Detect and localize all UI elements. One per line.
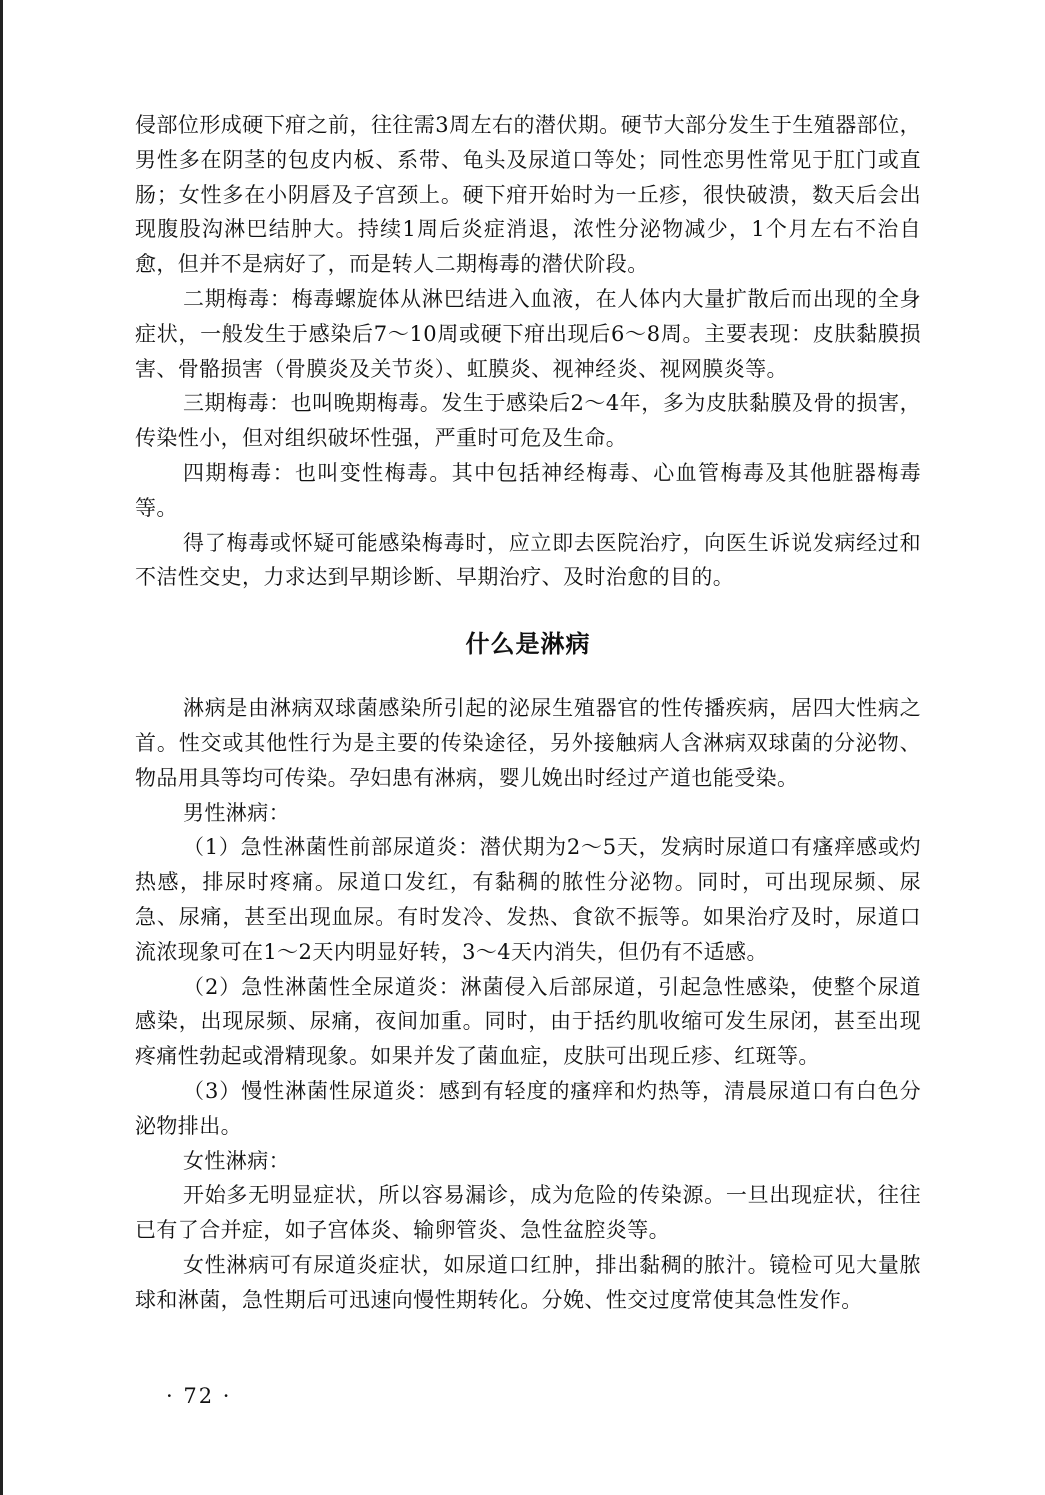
paragraph-treatment-advice: 得了梅毒或怀疑可能感染梅毒时，应立即去医院治疗，向医生诉说发病经过和不洁性交史，力求达到早期诊断、早期治疗、及时治愈的目的。	[135, 530, 921, 590]
paragraph-female-urethritis: 女性淋病可有尿道炎症状，如尿道口红肿，排出黏稠的脓汁。镜检可见大量脓球和淋菌，急性期后可迅速向慢性期转化。分娩、性交过度常使其急性发作。	[135, 1252, 921, 1312]
paragraph-female-gonorrhea-label: 女性淋病：	[183, 1148, 290, 1173]
page-number: · 72 ·	[166, 1384, 232, 1408]
paragraph-female-early-symptoms: 开始多无明显症状，所以容易漏诊，成为危险的传染源。一旦出现症状，往往已有了合并症，如子宫体炎、输卵管炎、急性盆腔炎等。	[135, 1183, 921, 1243]
paragraph-acute-anterior-urethritis: （1）急性淋菌性前部尿道炎：潜伏期为2～5天，发病时尿道口有瘙痒感或灼热感，排尿时疼痛。尿道口发红，有黏稠的脓性分泌物。同时，可出现尿频、尿急、尿痛，甚至出现血尿。有时发冷、发热、食欲不振等。如果治疗及时，尿道口流浓现象可在1～2天内明显好转，3～4天内消失，但仍有不适感。	[135, 835, 921, 964]
page-body	[135, 108, 921, 1318]
page-left-edge	[0, 0, 3, 1495]
paragraph-secondary-syphilis: 二期梅毒：梅毒螺旋体从淋巴结进入血液，在人体内大量扩散后而出现的全身症状，一般发生于感染后7～10周或硬下疳出现后6～8周。主要表现：皮肤黏膜损害、骨骼损害（骨膜炎及关节炎）、虹膜炎、视神经炎、视网膜炎等。	[135, 286, 921, 381]
paragraph-gonorrhea-intro: 淋病是由淋病双球菌感染所引起的泌尿生殖器官的性传播疾病，居四大性病之首。性交或其他性行为是主要的传染途径，另外接触病人含淋病双球菌的分泌物、物品用具等均可传染。孕妇患有淋病，婴儿娩出时经过产道也能受染。	[135, 696, 921, 790]
paragraph-male-gonorrhea-label: 男性淋病：	[183, 800, 290, 825]
paragraph-chronic-urethritis: （3）慢性淋菌性尿道炎：感到有轻度的瘙痒和灼热等，清晨尿道口有白色分泌物排出。	[135, 1078, 921, 1138]
section-title: 什么是淋病	[465, 630, 591, 659]
paragraph-tertiary-syphilis: 三期梅毒：也叫晚期梅毒。发生于感染后2～4年，多为皮肤黏膜及骨的损害，传染性小，但对组织破坏性强，严重时可危及生命。	[135, 391, 921, 451]
paragraph-quaternary-syphilis: 四期梅毒：也叫变性梅毒。其中包括神经梅毒、心血管梅毒及其他脏器梅毒等。	[135, 460, 921, 520]
paragraph-acute-total-urethritis: （2）急性淋菌性全尿道炎：淋菌侵入后部尿道，引起急性感染，使整个尿道感染，出现尿频、尿痛，夜间加重。同时，由于括约肌收缩可发生尿闭，甚至出现疼痛性勃起或滑精现象。如果并发了菌血症，皮肤可出现丘疹、红斑等。	[135, 974, 921, 1069]
paragraph-continuation: 侵部位形成硬下疳之前，往往需3周左右的潜伏期。硬节大部分发生于生殖器部位，男性多在阴茎的包皮内板、系带、龟头及尿道口等处；同性恋男性常见于肛门或直肠；女性多在小阴唇及子宫颈上。硬下疳开始时为一丘疹，很快破溃，数天后会出现腹股沟淋巴结肿大。持续1周后炎症消退，浓性分泌物减少，1个月左右不治自愈，但并不是病好了，而是转人二期梅毒的潜伏阶段。	[135, 113, 921, 277]
